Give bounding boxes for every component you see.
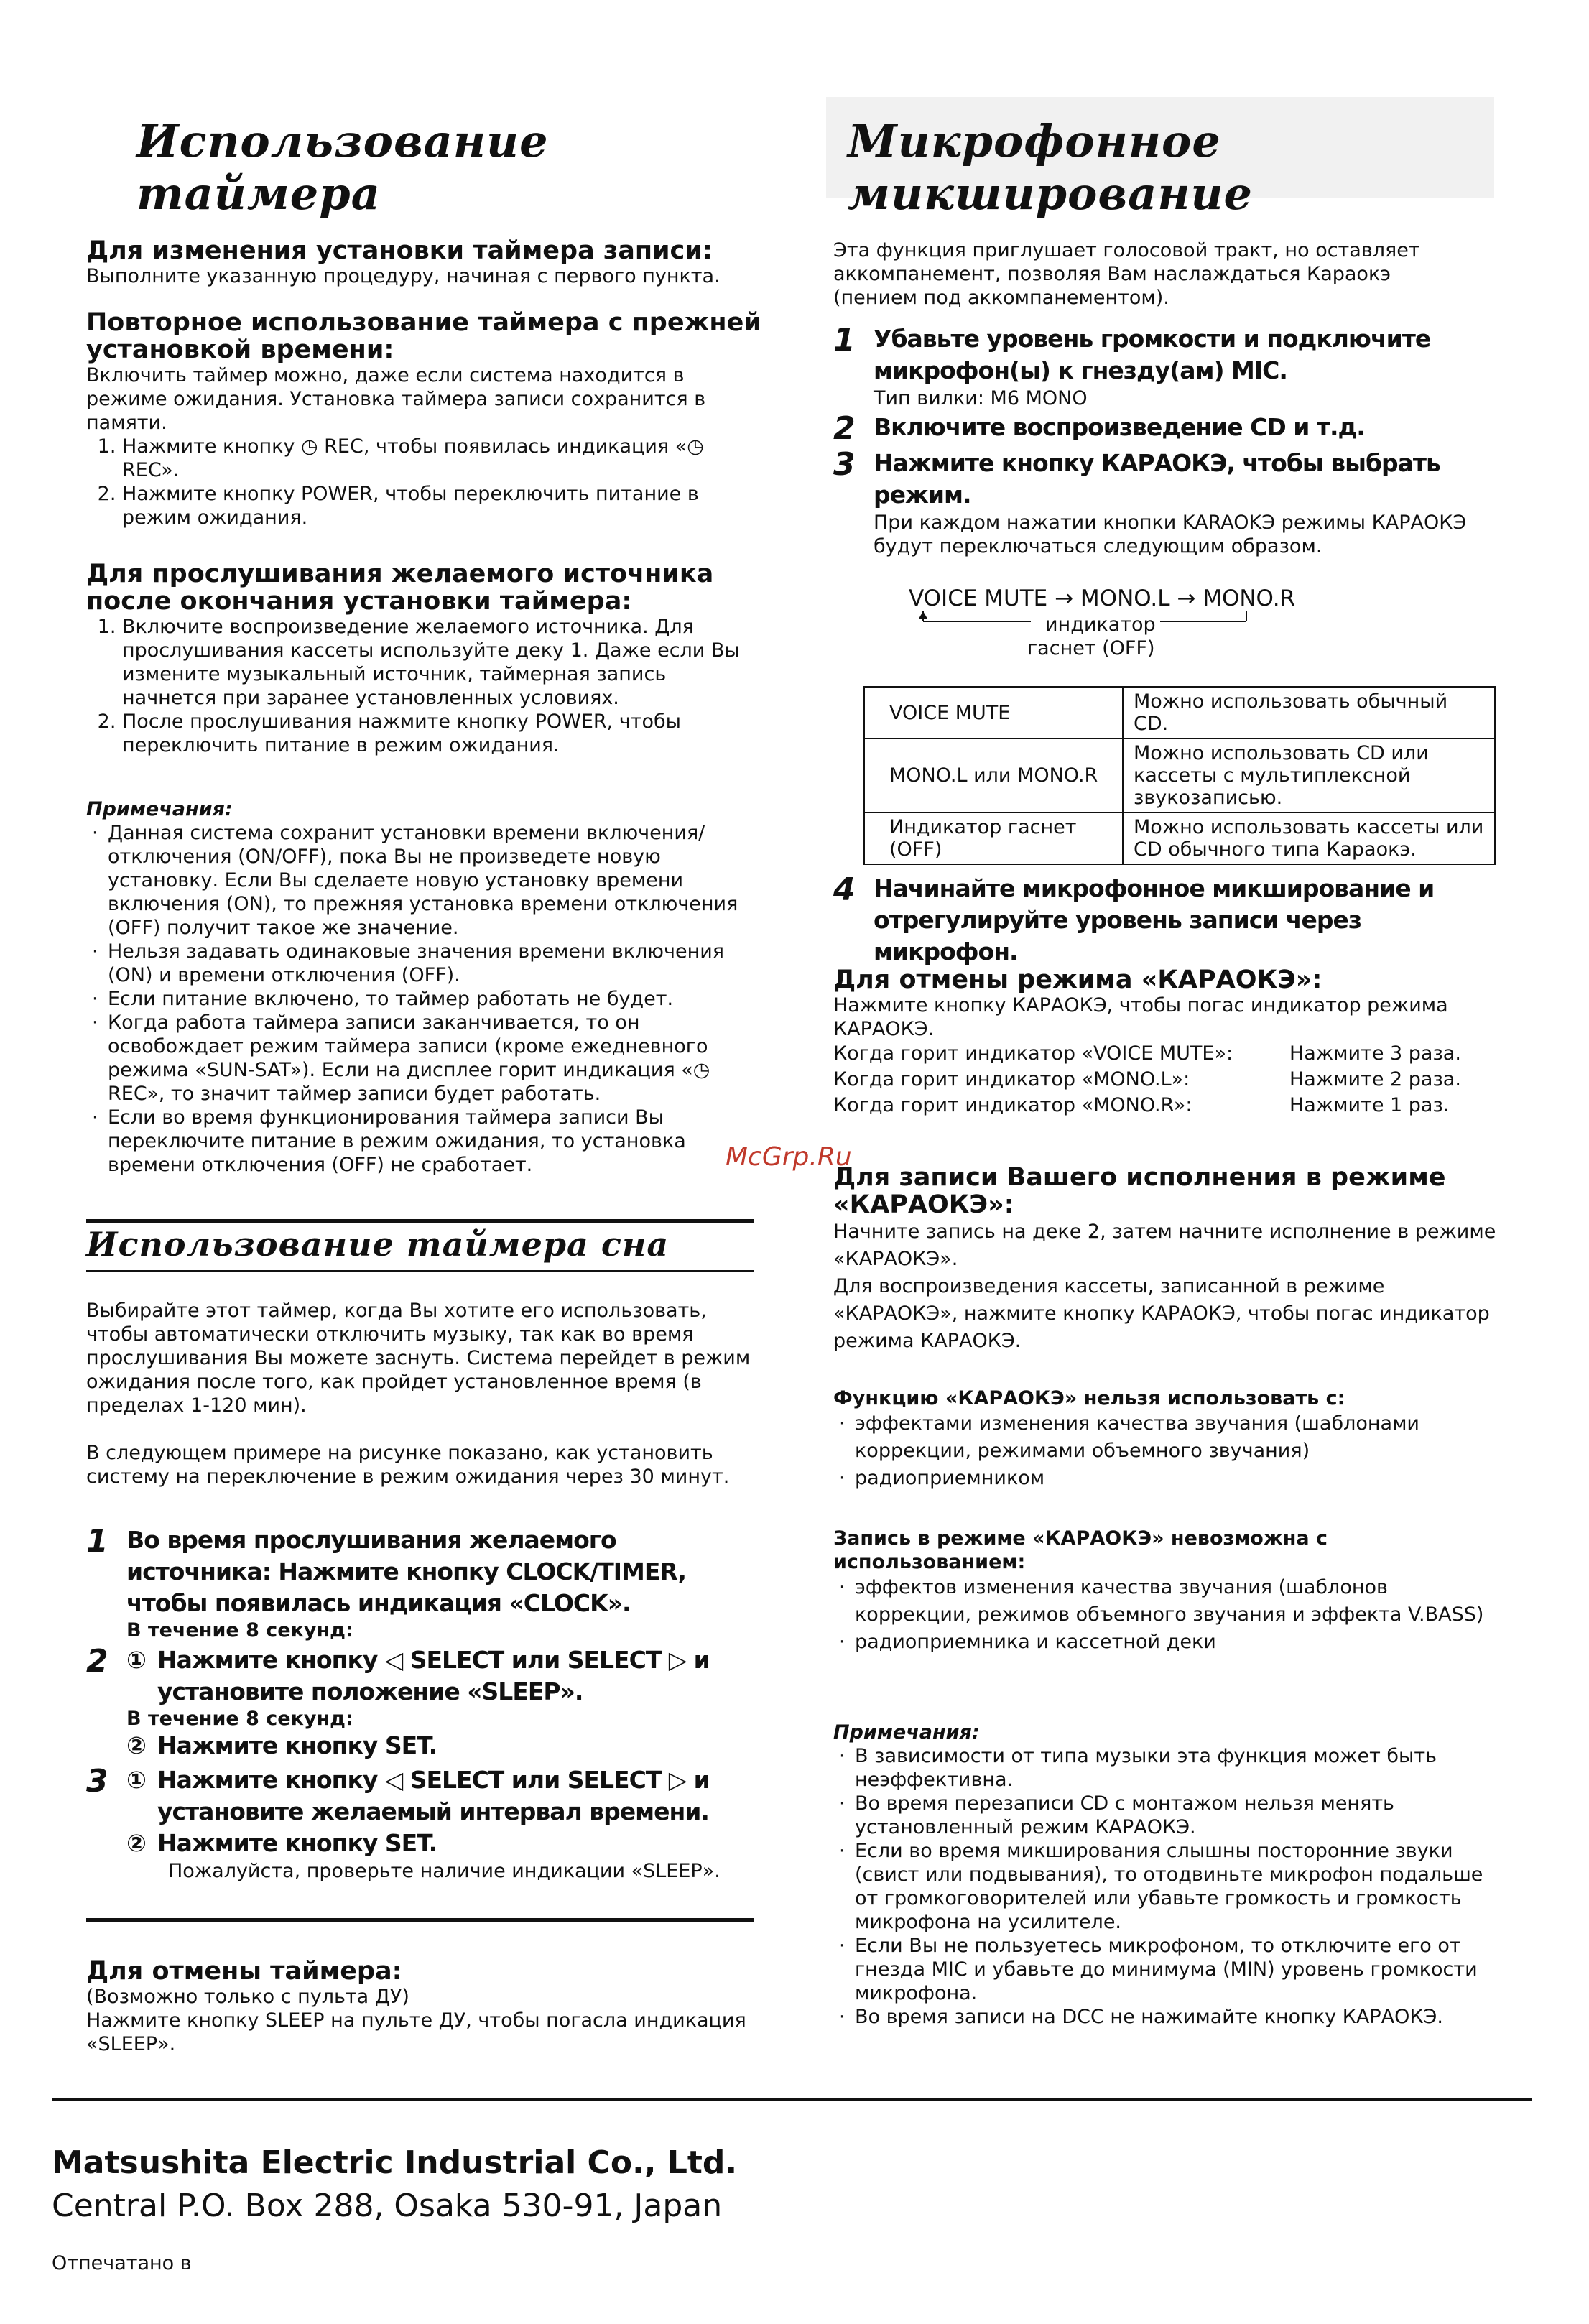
subheading: Запись в режиме «КАРАОКЭ» невозможна с использованием:	[833, 1527, 1328, 1573]
step-1	[86, 1524, 761, 1642]
divider	[86, 1270, 754, 1272]
indicator-label: индикатор	[1045, 614, 1156, 636]
section-text: Нажмите кнопку SLEEP на пульте ДУ, чтобы погасла индикация «SLEEP».	[86, 2009, 746, 2055]
section-listen-source	[86, 560, 761, 757]
table-cell: Можно использовать обычный CD.	[1123, 687, 1495, 739]
sleep-intro	[86, 1299, 761, 1489]
section-cancel-timer	[86, 1958, 761, 2056]
step-number: 4	[833, 871, 856, 908]
step-3	[833, 448, 1509, 558]
table-cell: Можно использовать CD или кассеты с мультиплексной звукозаписью.	[1123, 739, 1495, 813]
note-item: · Когда работа таймера записи заканчивается, то он освобождает режим таймера записи (кроме ежедневного режима «SUN-SAT»). Если на дисплее горит индикация «◷ REC», то значит таймер записи будет работать.	[108, 1011, 761, 1106]
table-row	[864, 739, 1495, 813]
step-text: Включите воспроизведение CD и т.д.	[874, 413, 1365, 441]
section-heading: Для прослушивания желаемого источника после окончания установки таймера:	[86, 560, 714, 616]
note-item: · Если Вы не пользуетесь микрофоном, то отключите его от гнезда MIC и убавьте до минимума (MIN) уровень громкости микрофона.	[855, 1934, 1509, 2005]
step-2	[86, 1644, 761, 1761]
table-cell: Индикатор гаснет (OFF)	[864, 813, 1123, 864]
watermark: McGrp.Ru	[726, 1142, 852, 1172]
section-text: Включить таймер можно, даже если система находится в режиме ожидания. Установка таймера записи сохранится в памяти.	[86, 364, 706, 434]
table-cell: MONO.L или MONO.R	[864, 739, 1123, 813]
notes-heading: Примечания:	[833, 1721, 980, 1744]
section-text: (Возможно только с пульта ДУ)	[86, 1986, 409, 2008]
section-record-karaoke	[833, 1164, 1509, 1355]
note-item: · Если питание включено, то таймер работать не будет.	[108, 987, 761, 1011]
section-reuse-timer	[86, 309, 761, 529]
step-text: Нажмите кнопку SET.	[157, 1829, 437, 1857]
sleep-timer-title: Использование таймера сна	[86, 1225, 670, 1264]
indicator-off-label: гаснет (OFF)	[1027, 637, 1155, 659]
cancel-condition: Когда горит индикатор «MONO.R»:	[833, 1094, 1192, 1116]
sleep-steps	[86, 1524, 761, 1883]
divider	[86, 1219, 754, 1223]
paragraph: В следующем примере на рисунке показано, как установить систему на переключение в режим ожидания через 30 минут.	[86, 1442, 730, 1488]
section-heading: Для отмены таймера:	[86, 1957, 402, 1986]
section-heading: Повторное использование таймера с прежней установкой времени:	[86, 308, 761, 364]
step-3	[86, 1764, 761, 1883]
notes-heading: Примечания:	[86, 798, 233, 820]
list-item: 1. Включите воспроизведение желаемого источника. Для прослушивания кассеты используйте деку 1. Даже если Вы измените музыкальный источник, таймерная запись начнется при заранее установленных условиях.	[122, 615, 761, 710]
notes-right	[833, 1721, 1509, 2029]
mode-diagram	[909, 585, 1340, 662]
step-number: 1	[833, 322, 856, 358]
cancel-action: Нажмите 2 раза.	[1289, 1068, 1461, 1091]
notes-left	[86, 797, 761, 1177]
list-item: · радиоприемника и кассетной деки	[855, 1629, 1509, 1656]
table-row	[864, 813, 1495, 864]
step-number: 3	[86, 1763, 108, 1800]
section-text: Нажмите кнопку КАРАОКЭ, чтобы погас индикатор режима КАРАОКЭ.	[833, 994, 1448, 1040]
step-text: Убавьте уровень громкости и подключите микрофон(ы) к гнезду(ам) MIC.	[874, 325, 1431, 384]
note-item: · Нельзя задавать одинаковые значения времени включения (ON) и времени отключения (OFF).	[108, 940, 761, 987]
footer-divider	[52, 2098, 1532, 2101]
step-text: Нажмите кнопку SET.	[157, 1731, 437, 1759]
step-text: Во время прослушивания желаемого источника: Нажмите кнопку CLOCK/TIMER, чтобы появилась индикация «CLOCK».	[126, 1526, 686, 1617]
section-text: Выполните указанную процедуру, начиная с первого пункта.	[86, 265, 721, 287]
circled-number: ②	[126, 1731, 146, 1759]
company-address: Central P.O. Box 288, Osaka 530-91, Japan	[52, 2188, 723, 2224]
step-text: Начинайте микрофонное микширование и отрегулируйте уровень записи через микрофон.	[874, 874, 1435, 966]
section-change-timer	[86, 237, 761, 288]
step-1	[833, 323, 1509, 410]
step-text: Нажмите кнопку ◁ SELECT или SELECT ▷ и установите желаемый интервал времени.	[157, 1766, 710, 1825]
list-item: 2. Нажмите кнопку POWER, чтобы переключить питание в режим ожидания.	[122, 482, 761, 529]
karaoke-mode-table	[863, 686, 1496, 865]
circled-number: ②	[126, 1829, 146, 1857]
cancel-condition: Когда горит индикатор «MONO.L»:	[833, 1068, 1190, 1091]
step-number: 2	[86, 1643, 108, 1680]
step-number: 2	[833, 410, 856, 447]
company-name: Matsushita Electric Industrial Co., Ltd.	[52, 2144, 738, 2181]
step-sub: В течение 8 секунд:	[126, 1708, 353, 1730]
cancel-condition: Когда горит индикатор «VOICE MUTE»:	[833, 1042, 1233, 1065]
printed-in: Отпечатано в	[52, 2252, 192, 2274]
step-number: 1	[86, 1523, 108, 1560]
note-item: · Если во время функционирования таймера записи Вы переключите питание в режим ожидания, то установка времени отключения (OFF) не сработает.	[108, 1106, 761, 1177]
plug-type: Тип вилки: M6 MONO	[874, 387, 1088, 409]
note-item: · Данная система сохранит установки времени включения/отключения (ON/OFF), пока Вы не произведете новую установку. Если Вы сделаете новую установку времени включения (ON), то прежняя установка времени отключения (OFF) получит такое же значение.	[108, 821, 761, 940]
mode-sequence: VOICE MUTE → MONO.L → MONO.R	[909, 585, 1296, 611]
cancel-action: Нажмите 1 раз.	[1289, 1094, 1450, 1116]
cancel-action: Нажмите 3 раза.	[1289, 1042, 1461, 1065]
mic-steps-1-3	[833, 323, 1509, 558]
list-item: · радиоприемником	[855, 1465, 1509, 1492]
step-text: Нажмите кнопку КАРАОКЭ, чтобы выбрать режим.	[874, 449, 1440, 509]
note-item: · Во время перезаписи CD с монтажом нельзя менять установленный режим КАРАОКЭ.	[855, 1792, 1509, 1839]
note-item: · Если во время микширования слышны посторонние звуки (свист или подвывания), то отодвиньте микрофон подальше от громкоговорителей или убавьте громкость и громкость микрофона на усилителе.	[855, 1839, 1509, 1934]
step-4	[833, 873, 1509, 968]
page-title-timer: Использование таймера	[136, 115, 549, 220]
section-text: Для воспроизведения кассеты, записанной в режиме «КАРАОКЭ», нажмите кнопку КАРАОКЭ, чтобы погас индикатор режима КАРАОКЭ.	[833, 1275, 1490, 1352]
table-cell: Можно использовать кассеты или CD обычного типа Караокэ.	[1123, 813, 1495, 864]
section-cancel-karaoke	[833, 966, 1509, 1119]
paragraph: Выбирайте этот таймер, когда Вы хотите его использовать, чтобы автоматически отключить музыку, так как во время прослушивания Вы можете заснуть. Система перейдет в режим ожидания после того, как пройдет установленное время (в пределах 1-120 мин).	[86, 1300, 751, 1417]
step-number: 3	[833, 446, 856, 483]
step-sub: В течение 8 секунд:	[126, 1619, 353, 1642]
intro-text: Эта функция приглушает голосовой тракт, но оставляет аккомпанемент, позволяя Вам наслаждаться Караокэ (пением под аккомпанементом).	[833, 239, 1420, 309]
table-row	[864, 687, 1495, 739]
step-text: Нажмите кнопку ◁ SELECT или SELECT ▷ и установите положение «SLEEP».	[157, 1646, 710, 1705]
subheading: Функцию «КАРАОКЭ» нельзя использовать с:	[833, 1387, 1345, 1409]
list-item: 2. После прослушивания нажмите кнопку POWER, чтобы переключить питание в режим ожидания.	[122, 710, 761, 757]
section-text: Начните запись на деке 2, затем начните исполнение в режиме «КАРАОКЭ».	[833, 1221, 1496, 1270]
step-note: Пожалуйста, проверьте наличие индикации «SLEEP».	[168, 1860, 721, 1882]
circled-number: ①	[126, 1646, 146, 1674]
list-item: · эффектов изменения качества звучания (шаблонов коррекции, режимов объемного звучания и эффекта V.BASS)	[855, 1574, 1509, 1629]
circled-number: ①	[126, 1766, 146, 1794]
section-cannot-use	[833, 1386, 1509, 1492]
note-item: · Во время записи на DCC не нажимайте кнопку КАРАОКЭ.	[855, 2005, 1509, 2029]
list-item: 1. Нажмите кнопку ◷ REC, чтобы появилась индикация «◷ REC».	[122, 435, 761, 482]
section-heading: Для записи Вашего исполнения в режиме «КАРАОКЭ»:	[833, 1163, 1446, 1219]
section-rec-cannot	[833, 1527, 1509, 1656]
section-heading: Для изменения установки таймера записи:	[86, 236, 713, 265]
step-2	[833, 412, 1509, 446]
section-heading: Для отмены режима «КАРАОКЭ»:	[833, 966, 1322, 994]
step-text-detail: При каждом нажатии кнопки KARAOKЭ режимы КАРАОКЭ будут переключаться следующим образом.	[874, 511, 1467, 557]
divider	[86, 1918, 754, 1922]
list-item: · эффектами изменения качества звучания (шаблонами коррекции, режимами объемного звучания)	[855, 1410, 1509, 1465]
page-title-mic: Микрофонное микширование	[848, 115, 1253, 220]
table-cell: VOICE MUTE	[864, 687, 1123, 739]
note-item: · В зависимости от типа музыки эта функция может быть неэффективна.	[855, 1744, 1509, 1792]
